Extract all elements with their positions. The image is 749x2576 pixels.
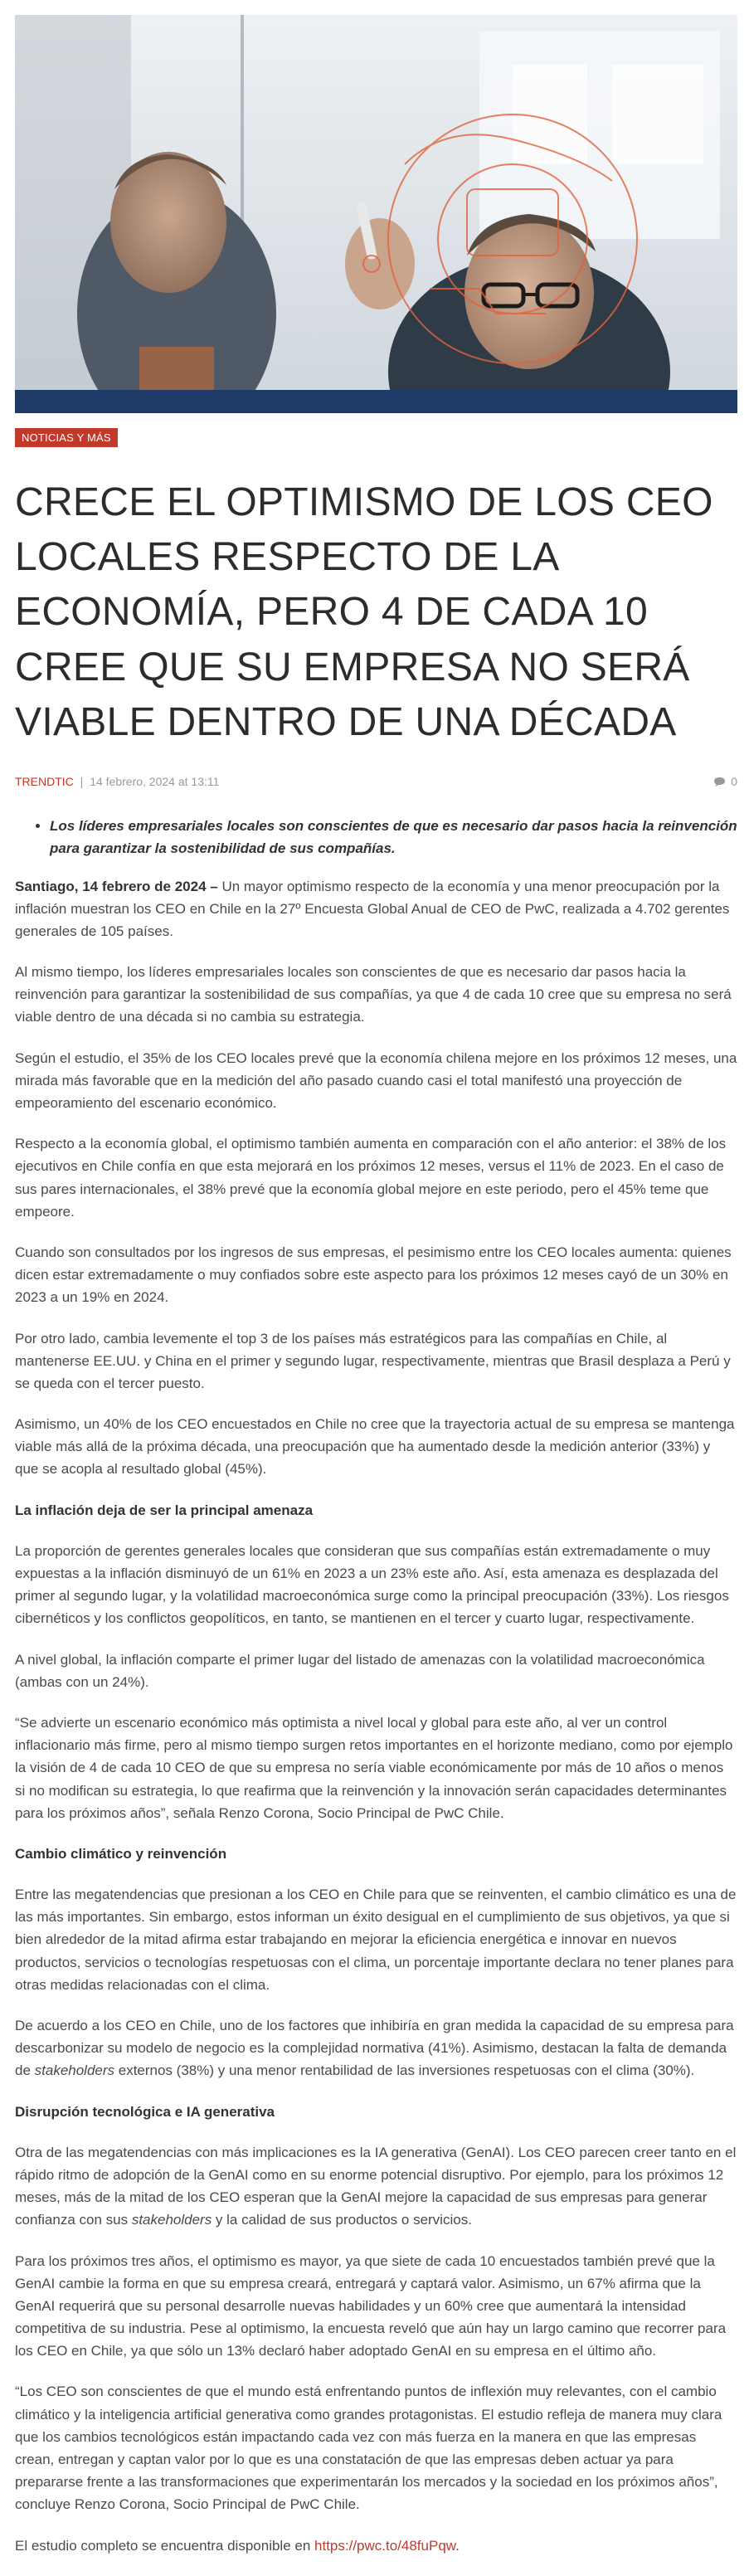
comment-count: 0 <box>731 775 737 789</box>
body-paragraph: La proporción de gerentes generales locales que consideran que sus compañías están extremadamente o muy expuestas a la inflación disminuyó de un 61% en 2023 a un 23% este año. Así, esta amenaza es desplazada del primer al segundo lugar, y la volatilidad macroeconómica surge como la principal preocupación (33%). Los riesgos cibernéticos y los conflictos geopolíticos, en tanto, se mantienen en el tercer y cuarto lugar, respectivamente. <box>15 1542 729 1627</box>
body-paragraph <box>15 2141 737 2232</box>
emphasis-stakeholders: stakeholders <box>131 2212 212 2228</box>
article-meta <box>15 775 737 788</box>
body-paragraph: Respecto a la economía global, el optimismo también aumenta en comparación con el año anterior: el 38% de los ejecutivos en Chile confía en que esta mejorará en los próximos 12 meses, versus el 11% de 2023. En el caso de sus pares internacionales, el 38% prevé que la economía global mejore en este periodo, pero el 45% teme que empeore. <box>15 1136 727 1220</box>
section-heading: La inflación deja de ser la principal amenaza <box>15 1502 314 1518</box>
text-run: El estudio completo se encuentra disponible en <box>15 2537 315 2554</box>
text-run: externos (38%) y una menor rentabilidad de las inversiones respetuosas con el clima (30%). <box>114 2062 695 2079</box>
body-paragraph: Entre las megatendencias que presionan a los CEO en Chile para que se reinventen, el cambio climático es una de las más importantes. Sin embargo, estos informan un éxito desigual en el cumplimiento de sus objetivos, ya que si bien alrededor de la mitad afirma estar trabajando en mejorar la eficiencia energética e innovar en nuevos productos, servicios o tecnologías respetuosas con el clima, un porcentaje importante declara no tener planes para otras medidas relacionadas con el clima. <box>15 1887 737 1993</box>
text-run: Otra de las megatendencias con más implicaciones es la IA generativa (GenAI). Los CEO parecen creer tanto en el rápido ritmo de adopción de la GenAI como en su enorme potencial disruptivo. Por ejemplo, para los próximos 12 meses, más de la mitad de los CEO esperan que la GenAI mejore la capacidad de sus empresas para generar confianza con sus <box>15 2144 737 2228</box>
body-paragraph: Cuando son consultados por los ingresos de sus empresas, el pesimismo entre los CEO locales aumenta: quienes dicen estar extremadamente o muy confiados sobre este aspecto para los próximos 12 meses cayó de un 30% en 2023 a un 19% en 2024. <box>15 1244 732 1306</box>
speech-bubble-icon <box>713 777 726 787</box>
quote-paragraph: “Los CEO son conscientes de que el mundo está enfrentando puntos de inflexión muy relevantes, con el cambio climático y la inteligencia artificial generativa como grandes protagonistas. El estudio refleja de manera muy clara que los cambios tecnológicos están impactando cada vez con más fuerza en la manera en que las empresas crean, entregan y captan valor por lo que es una constatación de que las empresas deben actuar ya para prepararse frente a las transformaciones que experimentarán los mercados y la sociedad en los próximos años”, concluye Renzo Corona, Socio Principal de PwC Chile. <box>15 2384 722 2513</box>
author-link[interactable]: TRENDTIC <box>15 775 74 789</box>
text-run: . <box>455 2537 460 2554</box>
article-container <box>15 15 737 2557</box>
highlight-item: • Los líderes empresariales locales son conscientes de que es necesario dar pasos hacia la reinvención para garantizar la sostenibilidad de sus compañías. <box>50 815 737 859</box>
text-run: y la calidad de sus productos o servicios. <box>212 2212 472 2228</box>
quote-paragraph: “Se advierte un escenario económico más optimista a nivel local y global para este año, al ver un control inflacionario más firme, pero al mismo tiempo surgen retos importantes en el horizonte mediano, como por ejemplo la visión de 4 de cada 10 CEO de que su empresa no sería viable económicamente por más de 10 años o menos si no modifican su estrategia, lo que reafirma que la reinvención y la innovación serán capacidades determinantes para los próximos años”, señala Renzo Corona, Socio Principal de PwC Chile. <box>15 1714 733 1821</box>
body-paragraph <box>15 2014 737 2082</box>
category-badge[interactable]: NOTICIAS Y MÁS <box>15 428 118 447</box>
byline <box>15 775 219 788</box>
section-heading: Disrupción tecnológica e IA generativa <box>15 2103 275 2120</box>
body-paragraph: A nivel global, la inflación comparte el primer lugar del listado de amenazas con la volatilidad macroeconómica (ambas con un 24%). <box>15 1651 705 1690</box>
comments-link[interactable] <box>713 775 737 788</box>
closing-paragraph <box>15 2535 737 2557</box>
body-paragraph: Para los próximos tres años, el optimismo es mayor, ya que siete de cada 10 encuestados también prevé que la GenAI cambie la forma en que su empresa creará, entregará y captará valor. Asimismo, un 67% afirma que la GenAI requerirá que su personal desarrolle nuevas habilidades y un 60% cree que aumentará la intensidad competitiva de su industria. Pese al optimismo, la encuesta reveló que aún hay un largo camino que recorrer para los CEO en Chile, ya que sólo un 13% declaró haber adoptado GenAI en su empresa en el último año. <box>15 2252 727 2359</box>
body-paragraph: Según el estudio, el 35% de los CEO locales prevé que la economía chilena mejore en los próximos 12 meses, una mirada más favorable que en la medición del año pasado cuando casi el total manifestó una proyección de empeoramiento del escenario económico. <box>15 1049 737 1112</box>
body-paragraph: Asimismo, un 40% de los CEO encuestados en Chile no cree que la trayectoria actual de su empresa se mantenga viable más allá de la próxima década, una preocupación que ha aumentado desde la medición anterior (33%) y que se acopla al resultado global (45%). <box>15 1416 735 1478</box>
dateline: Santiago, 14 febrero de 2024 – <box>15 878 218 894</box>
meta-separator: | <box>80 775 84 789</box>
section-heading: Cambio climático y reinvención <box>15 1845 227 1862</box>
hero-photo <box>15 15 737 413</box>
body-paragraph: Al mismo tiempo, los líderes empresariales locales son conscientes de que es necesario dar pasos hacia la reinvención para garantizar la sostenibilidad de sus compañías, ya que 4 de cada 10 cree que su empresa no será viable dentro de una década si no cambia su estrategia. <box>15 964 732 1025</box>
lead-paragraph <box>15 875 737 943</box>
lead-text: Un mayor optimismo respecto de la economía y una menor preocupación por la inflación muestran los CEO en Chile en la 27º Encuesta Global Anual de CEO de PwC, realizada a 4.702 gerentes generales de 105 países. <box>15 878 730 939</box>
featured-image <box>15 15 737 413</box>
highlights-list <box>15 815 737 859</box>
study-link[interactable]: https://pwc.to/48fuPqw <box>314 2537 456 2554</box>
publish-date: 14 febrero, 2024 at 13:11 <box>90 775 220 789</box>
emphasis-stakeholders: stakeholders <box>34 2062 115 2079</box>
text-run: De acuerdo a los CEO en Chile, uno de los factores que inhibiría en gran medida la capacidad de su empresa para descarbonizar su modelo de negocio es la complejidad normativa (41%). Asimismo, destacan la falta de demanda de <box>15 2018 734 2079</box>
article-headline: CRECE EL OPTIMISMO DE LOS CEO LOCALES RESPECTO DE LA ECONOMÍA, PERO 4 DE CADA 10 CREE QUE SU EMPRESA NO SERÁ VIABLE DENTRO DE UNA DÉCADA <box>15 480 713 744</box>
article-body <box>15 875 737 2557</box>
body-paragraph: Por otro lado, cambia levemente el top 3 de los países más estratégicos para las compañías en Chile, al mantenerse EE.UU. y China en el primer y segundo lugar, respectivamente, mientras que Brasil desplaza a Perú y se queda con el tercer puesto. <box>15 1330 731 1391</box>
